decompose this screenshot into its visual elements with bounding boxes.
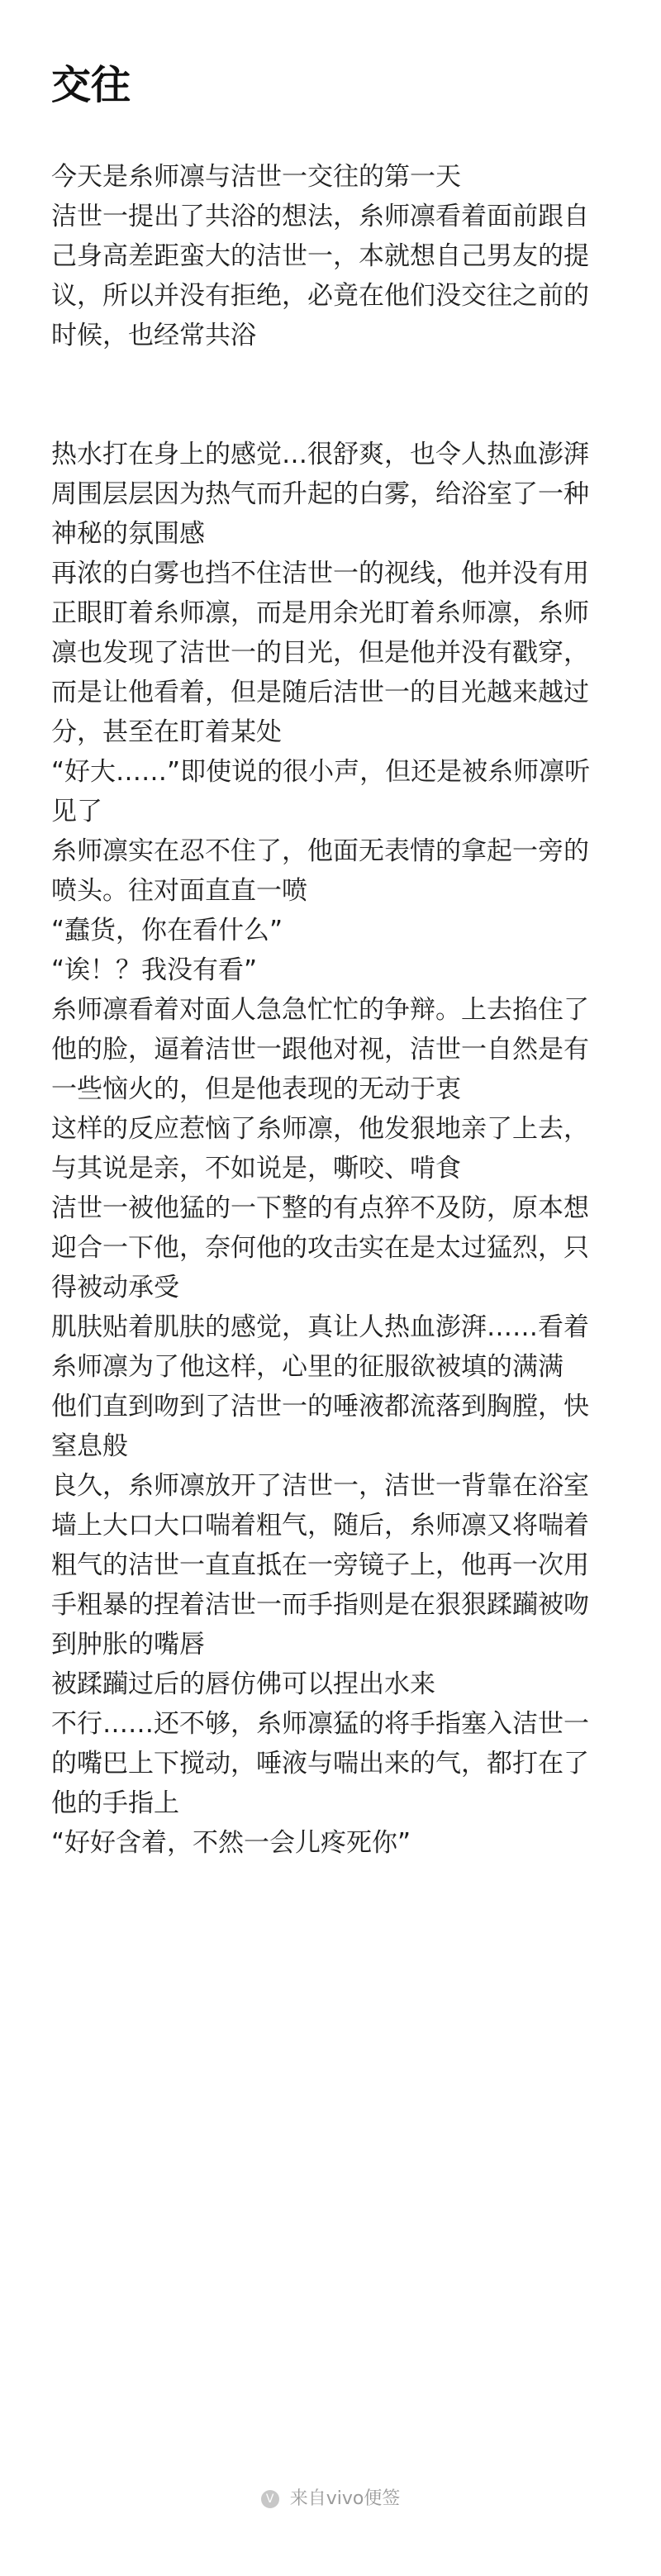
paragraph: 糸师凛实在忍不住了，他面无表情的拿起一旁的喷头。往对面直直一喷 (51, 836, 589, 906)
paragraph: 被蹂躏过后的唇仿佛可以捏出水来 (51, 1669, 435, 1699)
paragraph: 糸师凛看着对面人急急忙忙的争辩。上去掐住了他的脸，逼着洁世一跟他对视，洁世一自然是有一些恼火的，但是他表现的无动于衷 (51, 995, 589, 1104)
paragraph: “诶！？我没有看” (51, 955, 258, 985)
paragraph: 这样的反应惹恼了糸师凛，他发狠地亲了上去，与其说是亲，不如说是，嘶咬、啃食 (51, 1114, 589, 1183)
paragraph: “好大……”即使说的很小声，但还是被糸师凛听见了 (51, 757, 591, 826)
source-footer (0, 2487, 661, 2512)
paragraph: 洁世一提出了共浴的想法，糸师凛看着面前跟自己身高差距蛮大的洁世一，本就想自己男友的提议，所以并没有拒绝，必竟在他们没交往之前的时候，也经常共浴 (51, 202, 589, 350)
paragraph: 不行……还不够，糸师凛猛的将手指塞入洁世一的嘴巴上下搅动，唾液与喘出来的气，都打在了他的手指上 (51, 1709, 589, 1818)
paragraph: “蠢货，你在看什么” (51, 916, 283, 945)
paragraph: 他们直到吻到了洁世一的唾液都流落到胸膛，快窒息般 (51, 1392, 589, 1461)
note-title: 交往 (51, 62, 131, 108)
blank-line (51, 355, 613, 435)
note-body (51, 157, 613, 1863)
paragraph: 周围层层因为热气而升起的白雾，给浴室了一种神秘的氛围感 (51, 479, 589, 549)
paragraph: “好好含着，不然一会儿疼死你” (51, 1828, 411, 1858)
paragraph: 洁世一被他猛的一下整的有点猝不及防，原本想迎合一下他，奈何他的攻击实在是太过猛烈，只得被动承受 (51, 1193, 589, 1302)
source-label: 来自vivo便签 (289, 2488, 401, 2509)
paragraph: 热水打在身上的感觉…很舒爽，也令人热血澎湃 (51, 440, 589, 469)
vivo-logo-icon: V (261, 2490, 279, 2508)
paragraph: 再浓的白雾也挡不住洁世一的视线，他并没有用正眼盯着糸师凛，而是用余光盯着糸师凛，糸师凛也发现了洁世一的目光，但是他并没有戳穿，而是让他看着，但是随后洁世一的目光越来越过分，甚至在盯着某处 (51, 559, 589, 747)
paragraph: 良久，糸师凛放开了洁世一，洁世一背靠在浴室墙上大口大口喘着粗气，随后，糸师凛又将喘着粗气的洁世一直直抵在一旁镜子上，他再一次用手粗暴的捏着洁世一而手指则是在狠狠蹂躏被吻到肿胀的嘴唇 (51, 1471, 589, 1659)
paragraph: 今天是糸师凛与洁世一交往的第一天 (51, 162, 461, 192)
paragraph: 肌肤贴着肌肤的感觉，真让人热血澎湃……看着糸师凛为了他这样，心里的征服欲被填的满满 (51, 1312, 589, 1382)
